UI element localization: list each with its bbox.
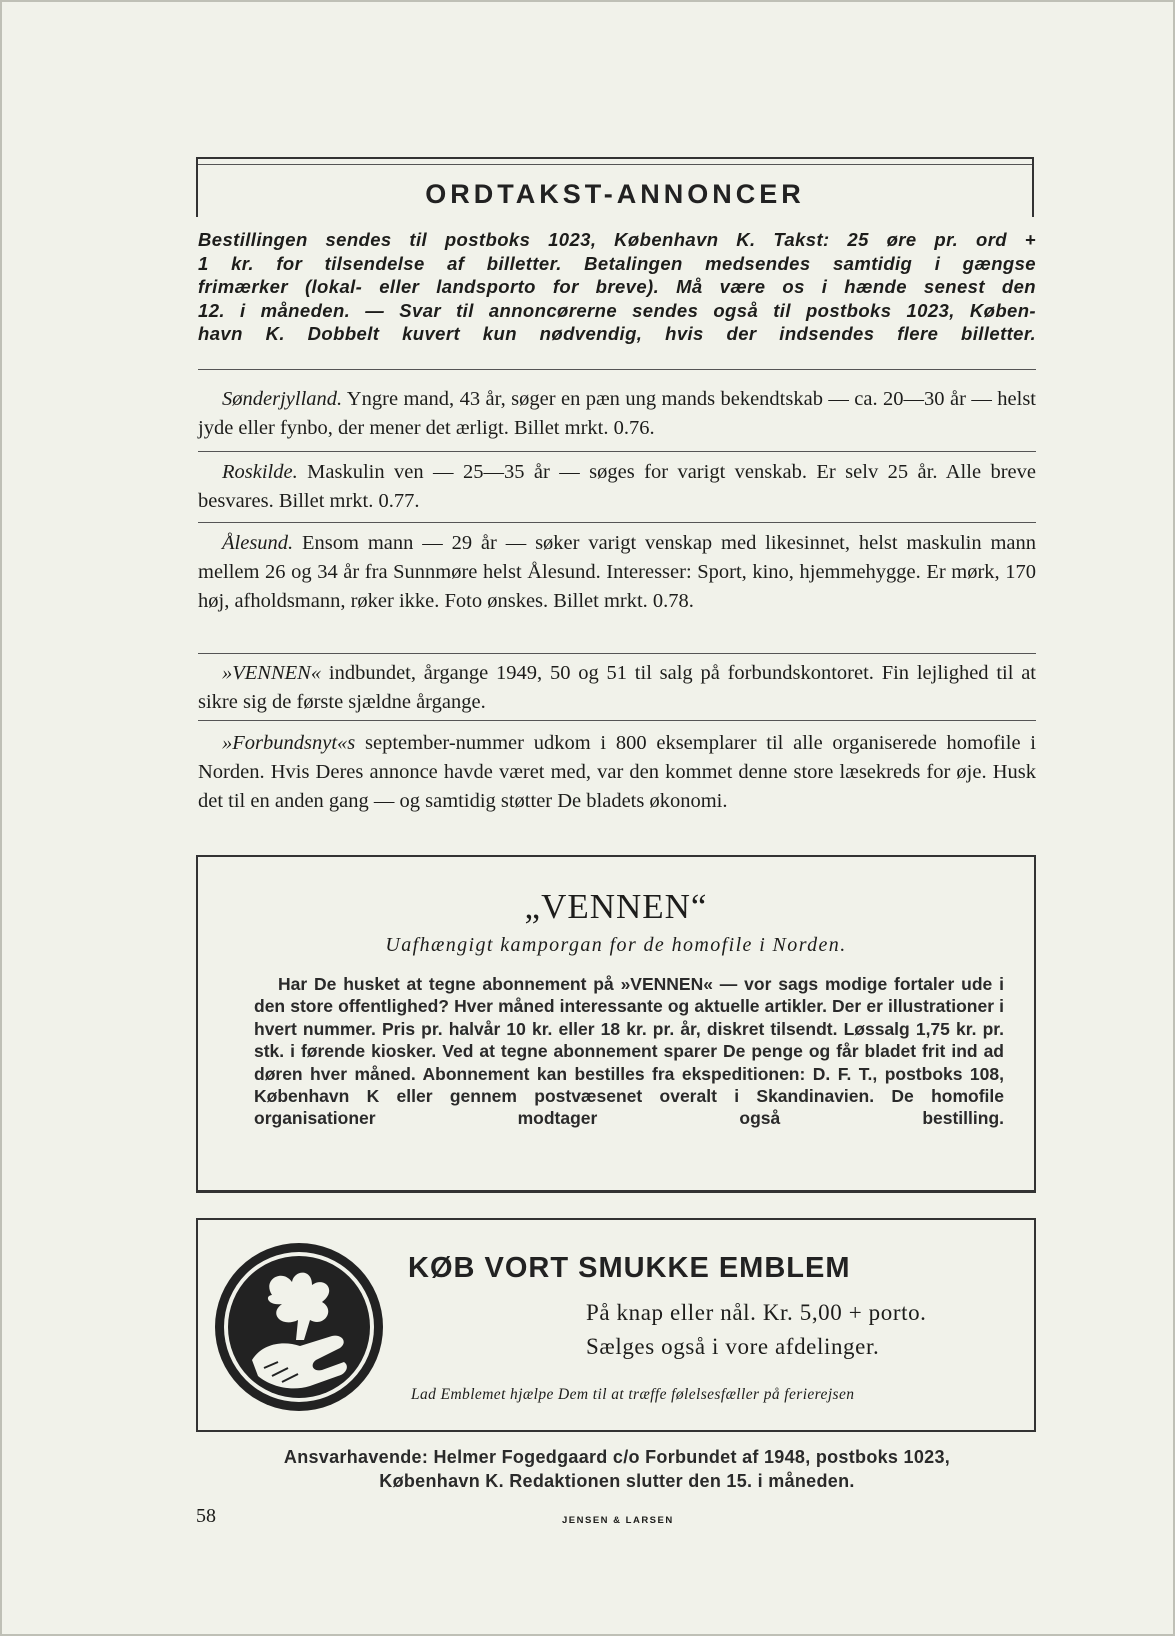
emblem-price: På knap eller nål. Kr. 5,00 + porto.	[586, 1300, 927, 1325]
emblem-advert	[196, 1218, 1036, 1432]
intro-line: frimærker (lokal- eller landsporto for breve). Må være os i hænde senest den	[198, 276, 1036, 297]
divider	[198, 522, 1036, 523]
ad-lead: Ålesund.	[222, 532, 294, 554]
title-inner-rule	[198, 164, 1032, 165]
title-box	[196, 157, 1034, 217]
classified-ad	[198, 529, 1036, 616]
vennen-body	[254, 973, 1004, 1130]
ad-lead: »Forbundsnyt«s	[222, 732, 356, 754]
ad-text: Yngre mand, 43 år, søger en pæn ung mands bekendtskab — ca. 20—30 år — helst jyde eller fynbo, der mener det ærligt. Billet mrkt. 0.76.	[198, 388, 1036, 439]
page-number: 58	[196, 1505, 216, 1527]
printer-mark: JENSEN & LARSEN	[562, 1515, 674, 1526]
divider	[198, 653, 1036, 654]
ad-text: september-nummer udkom i 800 eksemplarer til alle organiserede homofile i Norden. Hvis Deres annonce havde været med, var den kommet denne store læsekreds for øje. Husk det til en anden gang — og samtidig støtter De bladets økonomi.	[198, 732, 1036, 812]
vennen-title: „VENNEN“	[524, 887, 708, 926]
footer-line: København K. Redaktionen slutter den 15. i måneden.	[379, 1471, 855, 1491]
clover-handshake-emblem-icon	[212, 1240, 386, 1414]
vennen-subtitle: Uafhængigt kamporgan for de homofile i Norden.	[385, 934, 847, 956]
emblem-slogan: Lad Emblemet hjælpe Dem til at træffe følelsesfæller på ferierejsen	[411, 1386, 855, 1403]
intro-line: Bestillingen sendes til postboks 1023, København K. Takst: 25 øre pr. ord +	[198, 229, 1036, 250]
divider	[198, 369, 1036, 370]
vennen-body-text: Har De husket at tegne abonnement på »VENNEN« — vor sags modige fortaler ude i den store offentlighed? Hver måned interessante og aktuelle artikler. Der er illustrationer i hvert nummer. Pris pr. halvår 10 kr. eller 18 kr. pr. år, diskret tilsendt. Løssalg 1,75 kr. pr. stk. i førende kiosker. Ved at tegne abonnement sparer De penge og får bladet frit ind ad døren hver måned. Abonnement kan bestilles fra ekspeditionen: D. F. T., postboks 108, København K eller gennem postvæsenet overalt i Skandinavien. De homofile organisationer modtager også bestilling.	[254, 974, 1004, 1129]
classified-ad	[198, 385, 1036, 443]
intro-line: 1 kr. for tilsendelse af billetter. Betalingen medsendes samtidig i gængse	[198, 252, 1036, 274]
ad-text: indbundet, årgange 1949, 50 og 51 til salg på forbundskontoret. Fin lejlighed til at sikre sig de første sjældne årgange.	[198, 662, 1036, 713]
ad-lead: Roskilde.	[222, 461, 298, 483]
footer-imprint	[198, 1445, 1036, 1493]
emblem-availability: Sælges også i vore afdelinger.	[586, 1334, 880, 1359]
emblem-title: KØB VORT SMUKKE EMBLEM	[408, 1252, 851, 1284]
page-title: ORDTAKST-ANNONCER	[425, 179, 805, 209]
footer-line: Ansvarhavende: Helmer Fogedgaard c/o Forbundet af 1948, postboks 1023,	[283, 1447, 951, 1467]
divider	[198, 451, 1036, 452]
ad-lead: »VENNEN«	[222, 662, 322, 684]
intro-line: 12. i måneden. — Svar til annoncørerne sendes også til postboks 1023, Køben-	[198, 299, 1036, 321]
divider	[198, 720, 1036, 721]
intro-text	[198, 228, 1036, 346]
ad-text: Maskulin ven — 25—35 år — søges for varigt venskab. Er selv 25 år. Alle breve besvares. Billet mrkt. 0.77.	[198, 461, 1036, 512]
classified-ad	[198, 659, 1036, 717]
classified-ad	[198, 729, 1036, 816]
intro-line: havn K. Dobbelt kuvert kun nødvendig, hvis der indsendes flere billetter.	[198, 323, 1036, 344]
classified-ad	[198, 458, 1036, 516]
ad-lead: Sønderjylland.	[222, 388, 343, 410]
ad-text: Ensom mann — 29 år — søker varigt venskap med likesinnet, helst maskulin mann mellem 26 og 34 år fra Sunnmøre helst Ålesund. Interesser: Sport, kino, hjemmehygge. Er mørk, 170 høj, afholdsmann, røker ikke. Foto ønskes. Billet mrkt. 0.78.	[198, 532, 1036, 612]
vennen-advert	[196, 855, 1036, 1193]
